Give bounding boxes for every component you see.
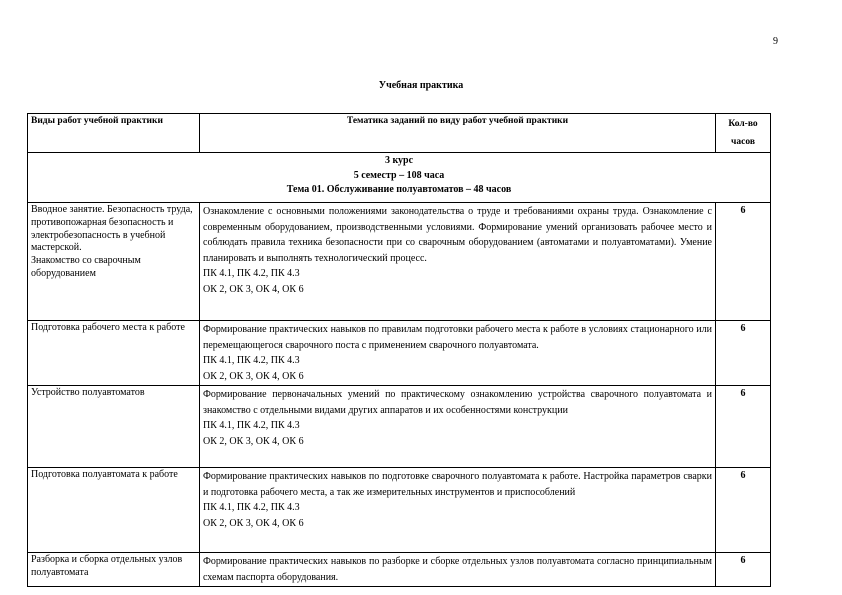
- table-row: [28, 553, 771, 587]
- ok-competencies: ОК 2, ОК 3, ОК 4, ОК 6: [203, 435, 304, 447]
- work-type-text: Разборка и сборка отдельных узлов полуавтомата: [31, 554, 183, 578]
- page-title: Учебная практика: [378, 80, 464, 91]
- work-type-cell: [28, 553, 200, 587]
- practice-table: [27, 113, 771, 587]
- table-row: [28, 321, 771, 386]
- pk-competencies: ПК 4.1, ПК 4.2, ПК 4.3: [203, 502, 300, 514]
- task-description: Формирование практических навыков по правилам подготовки рабочего места к работе в условиях стационарного или перемещающегося сварочного поста с применением сварочного полуавтомата.: [203, 324, 712, 351]
- section-header: [28, 153, 771, 203]
- header-hours-line2: часов: [731, 137, 755, 148]
- ok-competencies: ОК 2, ОК 3, ОК 4, ОК 6: [203, 517, 304, 529]
- task-description: Формирование практических навыков по разборке и сборке отдельных узлов полуавтомата согласно принципиальным схемам паспорта оборудования.: [203, 556, 712, 583]
- task-topic-cell: [200, 468, 716, 553]
- task-description: Формирование первоначальных умений по практическому ознакомлению устройства сварочного полуавтомата и знакомство с отдельными видами других аппаратов и их особенностями конструкции: [203, 389, 712, 416]
- course-label: 3 курс: [384, 155, 414, 167]
- task-description: Формирование практических навыков по подготовке сварочного полуавтомата к работе. Настройка параметров сварки и подготовка рабочего места, а так же измерительных инструментов и приспособлений: [203, 471, 712, 498]
- hours-cell: 6: [716, 386, 771, 468]
- work-type-text: Подготовка полуавтомата к работе: [31, 469, 178, 481]
- pk-competencies: ПК 4.1, ПК 4.2, ПК 4.3: [203, 268, 300, 280]
- ok-competencies: ОК 2, ОК 3, ОК 4, ОК 6: [203, 370, 304, 382]
- work-type-text: Вводное занятие. Безопасность труда, противопожарная безопасность и электробезопасность в учебной мастерской.: [31, 204, 193, 254]
- table-row: [28, 203, 771, 321]
- pk-competencies: ПК 4.1, ПК 4.2, ПК 4.3: [203, 355, 300, 367]
- task-topic-cell: [200, 203, 716, 321]
- work-type-text: Подготовка рабочего места к работе: [31, 322, 185, 334]
- hours-cell: 6: [716, 468, 771, 553]
- hours-cell: 6: [716, 203, 771, 321]
- table-row: [28, 468, 771, 553]
- task-topic-cell: [200, 321, 716, 386]
- work-type-cell: [28, 203, 200, 321]
- hours-cell: 6: [716, 321, 771, 386]
- page-number: 9: [773, 36, 778, 47]
- table-header-row: [28, 114, 771, 153]
- work-type-cell: [28, 386, 200, 468]
- pk-competencies: ПК 4.1, ПК 4.2, ПК 4.3: [203, 420, 300, 432]
- topic-label: Тема 01. Обслуживание полуавтоматов – 48 часов: [286, 184, 512, 196]
- semester-label: 5 семестр – 108 часа: [353, 169, 445, 181]
- header-task-topics: Тематика заданий по виду работ учебной практики: [200, 114, 716, 153]
- task-description: Ознакомление с основными положениями законодательства о труде и требованиями охраны труда. Ознакомление с современным оборудованием, производственными условиями. Формирование умений организовать рабочее место и соблюдать правила техника безопасности при со сварочным оборудованием (автоматами и полуавтоматами). Умение планировать и выполнять технологический процесс.: [203, 206, 712, 264]
- header-hours-line1: Кол-во: [728, 119, 758, 129]
- ok-competencies: ОК 2, ОК 3, ОК 4, ОК 6: [203, 283, 304, 295]
- work-type-extra-text: Знакомство со сварочным оборудованием: [31, 255, 141, 280]
- work-type-cell: [28, 468, 200, 553]
- header-work-types: Виды работ учебной практики: [28, 114, 200, 153]
- header-hours: [716, 114, 771, 153]
- task-topic-cell: [200, 386, 716, 468]
- hours-cell: 6: [716, 553, 771, 587]
- section-header-row: [28, 153, 771, 203]
- task-topic-cell: [200, 553, 716, 587]
- work-type-text: Устройство полуавтоматов: [31, 387, 145, 399]
- table-row: [28, 386, 771, 468]
- work-type-cell: [28, 321, 200, 386]
